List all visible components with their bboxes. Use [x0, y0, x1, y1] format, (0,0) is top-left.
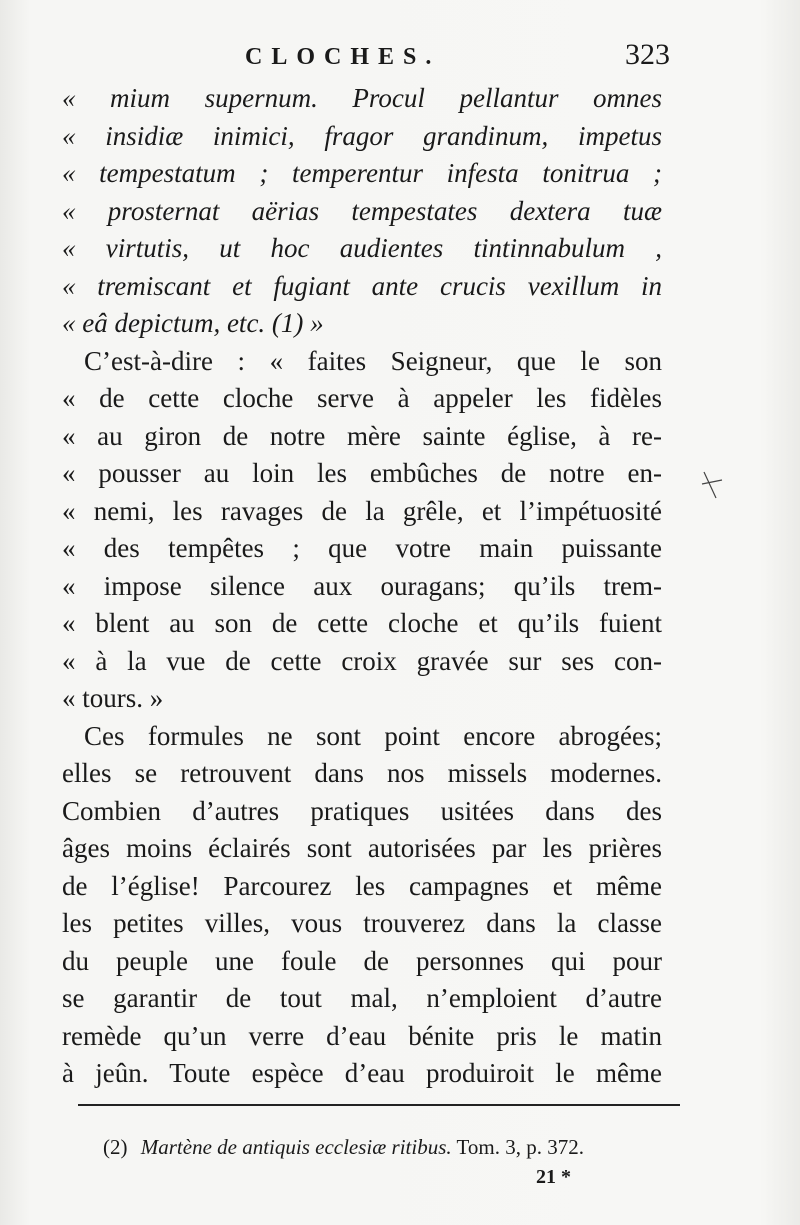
text-line: remède qu’un verre d’eau bénite pris le matin [62, 1020, 662, 1051]
text-line: se garantir de tout mal, n’emploient d’autre [62, 983, 662, 1013]
text-line: C’est-à-dire : « faites Seigneur, que le son [84, 345, 662, 376]
text-line: les petites villes, vous trouverez dans la classe [62, 908, 662, 938]
footnote [103, 1135, 683, 1160]
text-line: « de cette cloche serve à appeler les fidèles [62, 383, 662, 413]
text-line: « nemi, les ravages de la grêle, et l’impétuosité [62, 495, 662, 526]
text-line: de l’église! Parcourez les campagnes et même [62, 870, 662, 901]
printer-signature: 21 * [536, 1166, 571, 1188]
text-line: « tempestatum ; temperentur infesta tonitrua ; [62, 158, 662, 188]
text-line: « tours. » [62, 683, 164, 713]
text-line: « virtutis, ut hoc audientes tintinnabulum , [62, 233, 662, 263]
page-header [70, 38, 670, 78]
margin-cross-mark [700, 470, 724, 500]
footnote-source: Martène de antiquis ecclesiæ ritibus. [140, 1135, 452, 1159]
text-line: « au giron de notre mère sainte église, à re- [62, 420, 662, 451]
page-number: 323 [625, 38, 670, 71]
text-line: elles se retrouvent dans nos missels modernes. [62, 758, 662, 788]
text-line: âges moins éclairés sont autorisées par les prières [62, 833, 662, 863]
text-line: Ces formules ne sont point encore abrogées; [84, 720, 662, 751]
text-line: « blent au son de cette cloche et qu’ils fuient [62, 608, 662, 638]
text-line: « à la vue de cette croix gravée sur ses con- [62, 645, 662, 676]
footnote-ref: (2) [103, 1135, 128, 1159]
text-line: « des tempêtes ; que votre main puissante [62, 533, 662, 563]
text-line: à jeûn. Toute espèce d’eau produiroit le même [62, 1058, 662, 1088]
text-line: « pousser au loin les embûches de notre en- [62, 458, 662, 488]
text-line: « tremiscant et fugiant ante crucis vexillum in [62, 270, 662, 301]
running-title: CLOCHES. [245, 44, 441, 70]
text-line: « mium supernum. Procul pellantur omnes [62, 83, 662, 113]
text-line: du peuple une foule de personnes qui pour [62, 945, 662, 976]
footnote-rule [78, 1104, 680, 1106]
text-line: « eâ depictum, etc. (1) » [62, 308, 324, 338]
text-line: « insidiæ inimici, fragor grandinum, impetus [62, 120, 662, 151]
text-line: Combien d’autres pratiques usitées dans des [62, 795, 662, 826]
text-line: « prosternat aërias tempestates dextera tuæ [62, 195, 662, 226]
footnote-location: Tom. 3, p. 372. [456, 1135, 584, 1159]
text-line: « impose silence aux ouragans; qu’ils trem- [62, 570, 662, 601]
body-text [62, 80, 662, 1093]
